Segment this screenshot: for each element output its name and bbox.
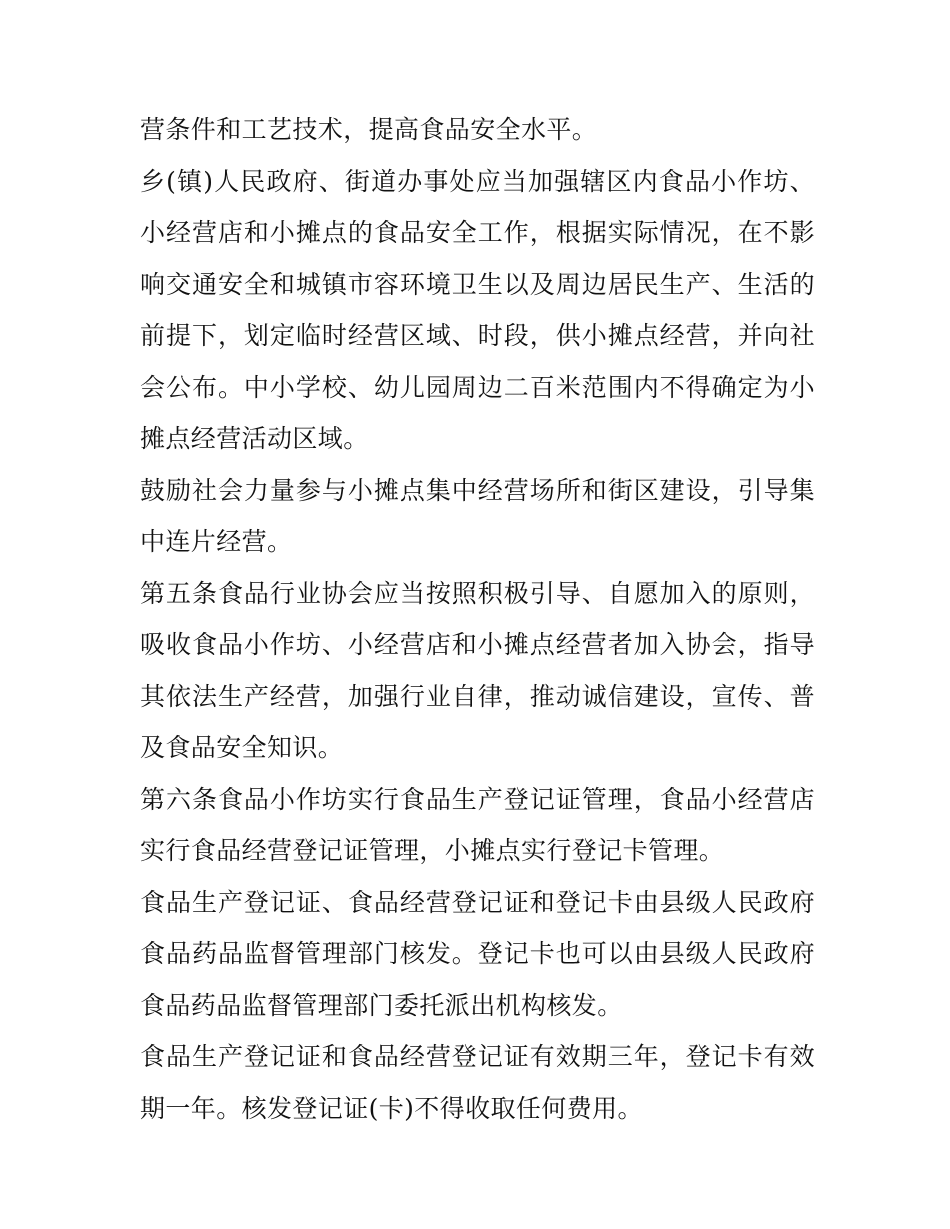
paragraph-article-5: 第五条食品行业协会应当按照积极引导、自愿加入的原则，吸收食品小作坊、小经营店和小摊点经营者加入协会，指导其依法生产经营，加强行业自律，推动诚信建设，宣传、普及食品安全知识。 bbox=[140, 578, 815, 762]
paragraph-7: 食品生产登记证和食品经营登记证有效期三年，登记卡有效期一年。核发登记证(卡)不得收取任何费用。 bbox=[140, 1042, 815, 1123]
paragraph-3: 鼓励社会力量参与小摊点集中经营场所和街区建设，引导集中连片经营。 bbox=[140, 475, 815, 556]
document-body bbox=[140, 104, 815, 1134]
paragraph-1: 营条件和工艺技术，提高食品安全水平。 bbox=[140, 115, 598, 144]
paragraph-2: 乡(镇)人民政府、街道办事处应当加强辖区内食品小作坊、小经营店和小摊点的食品安全工作，根据实际情况，在不影响交通安全和城镇市容环境卫生以及周边居民生产、生活的前提下，划定临时经营区域、时段，供小摊点经营，并向社会公布。中小学校、幼儿园周边二百米范围内不得确定为小摊点经营活动区域。 bbox=[140, 166, 815, 453]
paragraph-article-6: 第六条食品小作坊实行食品生产登记证管理，食品小经营店实行食品经营登记证管理，小摊点实行登记卡管理。 bbox=[140, 784, 815, 865]
paragraph-6: 食品生产登记证、食品经营登记证和登记卡由县级人民政府食品药品监督管理部门核发。登记卡也可以由县级人民政府食品药品监督管理部门委托派出机构核发。 bbox=[140, 887, 815, 1020]
